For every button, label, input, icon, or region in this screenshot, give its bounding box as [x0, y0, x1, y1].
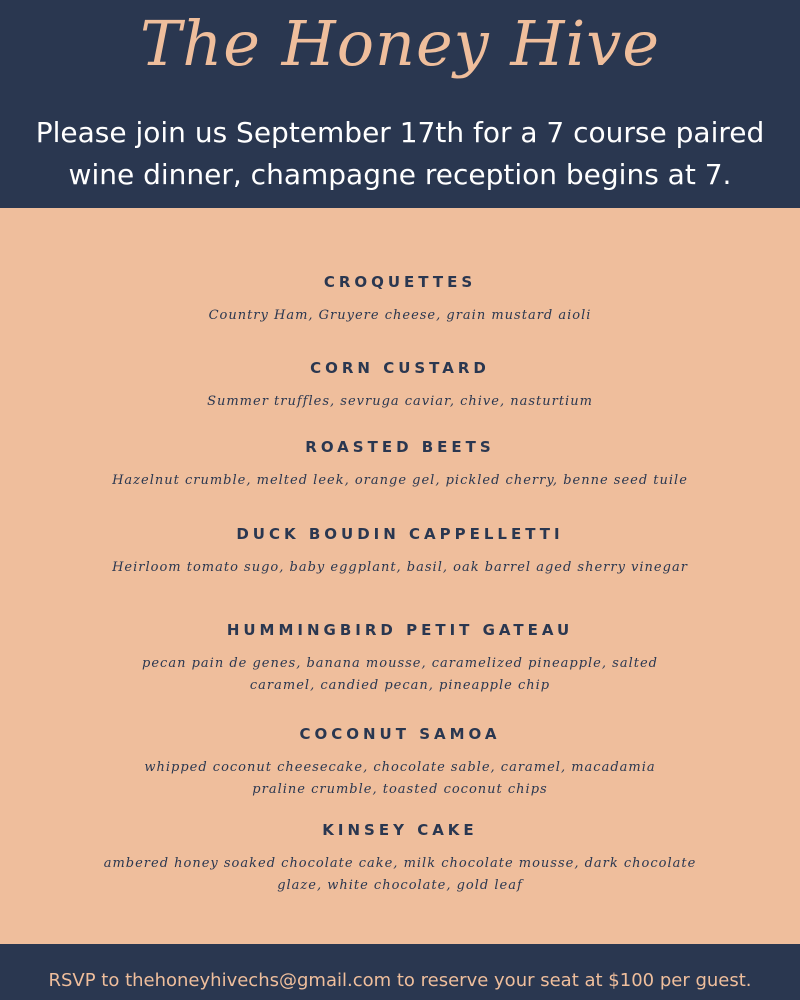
course-name: CORN CUSTARD — [310, 359, 490, 377]
course-name: CROQUETTES — [323, 273, 477, 291]
course-item — [40, 358, 760, 413]
course-name: ROASTED BEETS — [305, 438, 495, 456]
restaurant-title: The Honey Hive — [139, 7, 661, 80]
course-name: KINSEY CAKE — [322, 821, 478, 839]
course-item — [40, 820, 760, 897]
course-name: COCONUT SAMOA — [299, 725, 501, 743]
course-name: DUCK BOUDIN CAPPELLETTI — [236, 525, 564, 543]
course-item — [40, 272, 760, 327]
course-description: ambered honey soaked chocolate cake, milk chocolate mousse, dark chocolate glaze, white chocolate, gold leaf — [103, 856, 697, 893]
rsvp-text: RSVP to thehoneyhivechs@gmail.com to reserve your seat at $100 per guest. — [48, 970, 752, 991]
course-description: whipped coconut cheesecake, chocolate sable, caramel, macadamia praline crumble, toasted coconut chips — [144, 760, 656, 797]
course-item — [40, 620, 760, 697]
course-description: Hazelnut crumble, melted leek, orange gel, pickled cherry, benne seed tuile — [112, 473, 688, 488]
course-item — [40, 724, 760, 801]
invitation-line-2: wine dinner, champagne reception begins at 7. — [68, 158, 732, 191]
course-menu — [0, 208, 800, 944]
course-item — [40, 524, 760, 579]
header-banner — [0, 0, 800, 208]
invitation-text — [10, 112, 790, 196]
course-description: Heirloom tomato sugo, baby eggplant, basil, oak barrel aged sherry vinegar — [112, 560, 688, 575]
invitation-line-1: Please join us September 17th for a 7 course paired — [35, 116, 765, 149]
course-name: HUMMINGBIRD PETIT GATEAU — [226, 621, 574, 639]
course-item — [40, 437, 760, 492]
footer-banner — [0, 944, 800, 1000]
course-description: Summer truffles, sevruga caviar, chive, nasturtium — [207, 394, 593, 409]
course-description: Country Ham, Gruyere cheese, grain mustard aioli — [208, 308, 592, 323]
course-description: pecan pain de genes, banana mousse, caramelized pineapple, salted caramel, candied pecan, pineapple chip — [142, 656, 658, 693]
